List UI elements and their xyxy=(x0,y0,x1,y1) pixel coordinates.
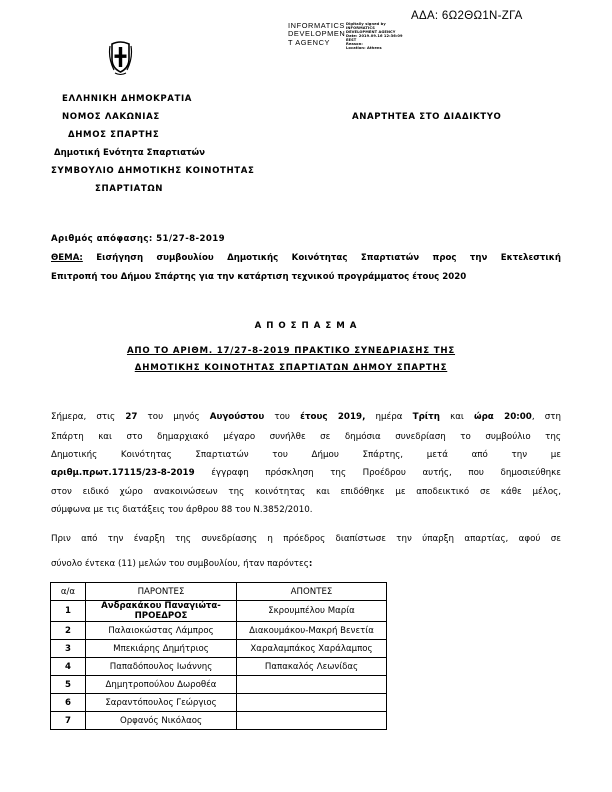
header-republic: ΕΛΛΗΝΙΚΗ ΔΗΜΟΚΡΑΤΙΑ xyxy=(62,94,193,104)
header-community: ΣΠΑΡΤΙΑΤΩΝ xyxy=(95,184,164,194)
text-span: σύνολο έντεκα (11) μελών του συμβουλίου, ήταν παρόντες xyxy=(51,559,309,569)
excerpt-title: Α Π Ο Σ Π Α Σ Μ Α xyxy=(254,321,358,331)
text-span: και xyxy=(439,412,475,422)
signature-detail-line: INFORMATICS xyxy=(346,26,375,30)
table-row xyxy=(51,694,387,712)
table-row xyxy=(51,676,387,694)
publish-online-note: ΑΝΑΡΤΗΤΕΑ ΣΤΟ ΔΙΑΔΙΚΤΥΟ xyxy=(352,112,502,122)
table-row xyxy=(51,622,387,640)
row-no: 1 xyxy=(51,601,86,622)
present-member: Μπεκιάρης Δημήτριος xyxy=(86,640,237,658)
meeting-month: Αυγούστου xyxy=(209,412,265,422)
present-member: Ανδρακάκου Παναγιώτα- ΠΡΟΕΔΡΟΣ xyxy=(86,601,237,622)
attendance-table xyxy=(50,582,387,730)
header-municipality: ΔΗΜΟΣ ΣΠΑΡΤΗΣ xyxy=(68,130,160,140)
meeting-day: 27 xyxy=(125,412,138,422)
text-span: του xyxy=(264,412,301,422)
table-row xyxy=(51,658,387,676)
absent-member: Διακουμάκου-Μακρή Βενετία xyxy=(237,622,387,640)
text-span: ημέρα xyxy=(365,412,413,422)
signer-line: INFORMATICS xyxy=(288,21,345,30)
row-no: 4 xyxy=(51,658,86,676)
signature-detail-line: Date: 2019.09.16 12:36:09 xyxy=(346,34,403,38)
table-header-row xyxy=(51,583,387,601)
subject-text-1: Εισήγηση συμβουλίου Δημοτικής Κοινότητας Σπαρτιατών προς την Εκτελεστική xyxy=(82,253,561,263)
text-span: : xyxy=(308,559,313,569)
header-absent: ΑΠΟΝΤΕΣ xyxy=(237,583,387,601)
present-member: Ορφανός Νικόλαος xyxy=(86,712,237,730)
text-span: , στη xyxy=(531,412,561,422)
row-no: 2 xyxy=(51,622,86,640)
row-no: 7 xyxy=(51,712,86,730)
signature-block xyxy=(288,22,345,47)
absent-member: Παπακαλός Λεωνίδας xyxy=(237,658,387,676)
signature-detail-line: Location: Athens xyxy=(346,46,382,50)
signature-detail-line: EEST xyxy=(346,38,357,42)
absent-member: Σκρουμπέλου Μαρία xyxy=(237,601,387,622)
minutes-title-line-2: ΔΗΜΟΤΙΚΗΣ ΚΟΙΝΟΤΗΤΑΣ ΣΠΑΡΤΙΑΤΩΝ ΔΗΜΟΥ ΣΠΑΡΤΗΣ xyxy=(134,363,448,373)
meeting-weekday: Τρίτη xyxy=(412,412,440,422)
signer-line: T AGENCY xyxy=(288,37,331,47)
subject-line-2: Επιτροπή του Δήμου Σπάρτης για την κατάρτιση τεχνικού προγράμματος έτους 2020 xyxy=(51,272,467,282)
decision-number: Αριθμός απόφασης: 51/27-8-2019 xyxy=(51,234,226,244)
para1-line-4 xyxy=(51,468,561,478)
present-member: Παπαδόπουλος Ιωάννης xyxy=(86,658,237,676)
subject-label: ΘΕΜΑ: xyxy=(51,253,83,263)
text-span: του μηνός xyxy=(137,412,210,422)
signature-detail-line: Reason: xyxy=(346,42,363,46)
ada-code: ΑΔΑ: 6Ω2ΘΩ1Ν-ΖΓΑ xyxy=(411,10,523,22)
subject-line-1 xyxy=(51,253,561,263)
meeting-time: ώρα 20:00 xyxy=(474,412,532,422)
para1-line-5: στον ειδικό χώρο ανακοινώσεων της κοινότητας και επιδόθηκε με αποδεικτικό σε κάθε μέλος, xyxy=(51,487,561,497)
invitation-protocol-number: αριθμ.πρωτ.17115/23-8-2019 xyxy=(51,468,195,478)
para1-line-6: σύμφωνα με τις διατάξεις του άρθρου 88 του Ν.3852/2010. xyxy=(51,505,313,515)
header-prefecture: ΝΟΜΟΣ ΛΑΚΩΝΙΑΣ xyxy=(62,112,160,122)
signature-detail-line: DEVELOPMENT AGENCY xyxy=(346,30,396,34)
row-no: 3 xyxy=(51,640,86,658)
signature-details xyxy=(346,22,403,50)
meeting-year: έτους 2019, xyxy=(300,412,366,422)
header-no: α/α xyxy=(51,583,86,601)
text-span: Σήμερα, στις xyxy=(51,412,126,422)
present-member: Παλαιοκώστας Λάμπρος xyxy=(86,622,237,640)
signature-detail-line: Digitally signed by xyxy=(346,22,386,26)
absent-member: Χαραλαμπάκος Χαράλαμπος xyxy=(237,640,387,658)
para1-line-2: Σπάρτη και στο δημαρχιακό μέγαρο συνήλθε σε δημόσια συνεδρίαση το συμβούλιο της xyxy=(51,432,561,442)
row-no: 5 xyxy=(51,676,86,694)
present-member: Δημητροπούλου Δωροθέα xyxy=(86,676,237,694)
para2-line-2 xyxy=(51,559,561,569)
signer-line: DEVELOPMEN xyxy=(288,29,346,39)
para2-line-1: Πριν από την έναρξη της συνεδρίασης η πρόεδρος διαπίστωσε την ύπαρξη απαρτίας, αφού σε xyxy=(51,534,561,544)
para1-line-3: Δημοτικής Κοινότητας Σπαρτιατών του Δήμου Σπάρτης, μετά από την με xyxy=(51,450,561,460)
para1-line-1 xyxy=(51,412,561,422)
greek-coat-of-arms-icon xyxy=(108,40,133,76)
table-row xyxy=(51,601,387,622)
absent-member xyxy=(237,694,387,712)
absent-member xyxy=(237,676,387,694)
header-unit: Δημοτική Ενότητα Σπαρτιατών xyxy=(54,148,205,158)
table-row xyxy=(51,712,387,730)
absent-member xyxy=(237,712,387,730)
present-member: Σαραντόπουλος Γεώργιος xyxy=(86,694,237,712)
minutes-title-line-1: ΑΠΟ ΤΟ ΑΡΙΘΜ. 17/27-8-2019 ΠΡΑΚΤΙΚΟ ΣΥΝΕΔΡΙΑΣΗΣ ΤΗΣ xyxy=(126,346,456,356)
row-no: 6 xyxy=(51,694,86,712)
text-span: έγγραφη πρόσκληση της Προέδρου αυτής, που δημοσιεύθηκε xyxy=(194,468,561,478)
header-present: ΠΑΡΟΝΤΕΣ xyxy=(86,583,237,601)
table-row xyxy=(51,640,387,658)
header-council: ΣΥΜΒΟΥΛΙΟ ΔΗΜΟΤΙΚΗΣ ΚΟΙΝΟΤΗΤΑΣ xyxy=(51,166,255,176)
